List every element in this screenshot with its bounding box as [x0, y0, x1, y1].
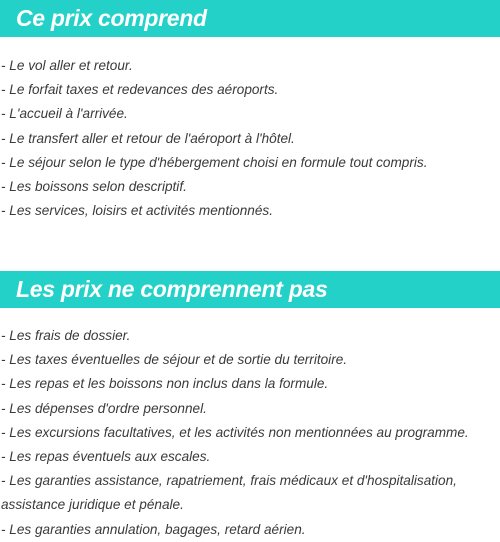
excluded-item: - Les repas éventuels aux escales. [1, 449, 211, 465]
included-item: - Les boissons selon descriptif. [1, 179, 187, 195]
excluded-item: - Les excursions facultatives, et les activités non mentionnées au programme. [1, 424, 469, 440]
included-item: - L'accueil à l'arrivée. [1, 106, 128, 122]
included-list [1, 54, 497, 223]
included-item: - Le forfait taxes et redevances des aéroports. [1, 82, 279, 98]
included-item: - Le vol aller et retour. [1, 58, 133, 73]
excluded-item: - Les dépenses d'ordre personnel. [1, 400, 207, 416]
excluded-item: - Les garanties assistance, rapatriement, frais médicaux et d'hospitalisation, assistance juridique et pénale. [1, 473, 457, 513]
section-excluded-header [0, 271, 500, 308]
section-excluded-title: Les prix ne comprennent pas [16, 276, 328, 302]
section-included-header [0, 0, 500, 37]
excluded-item: - Les repas et les boissons non inclus dans la formule. [1, 376, 329, 392]
excluded-item: - Les taxes éventuelles de séjour et de sortie du territoire. [1, 352, 348, 368]
section-included-title: Ce prix comprend [16, 5, 207, 31]
included-item: - Le séjour selon le type d'hébergement choisi en formule tout compris. [1, 154, 428, 170]
excluded-item: - Les garanties annulation, bagages, retard aérien. [1, 521, 306, 537]
excluded-list [1, 324, 497, 542]
excluded-item: - Les frais de dossier. [1, 328, 131, 343]
included-item: - Les services, loisirs et activités mentionnés. [1, 203, 273, 219]
included-item: - Le transfert aller et retour de l'aéroport à l'hôtel. [1, 130, 295, 146]
